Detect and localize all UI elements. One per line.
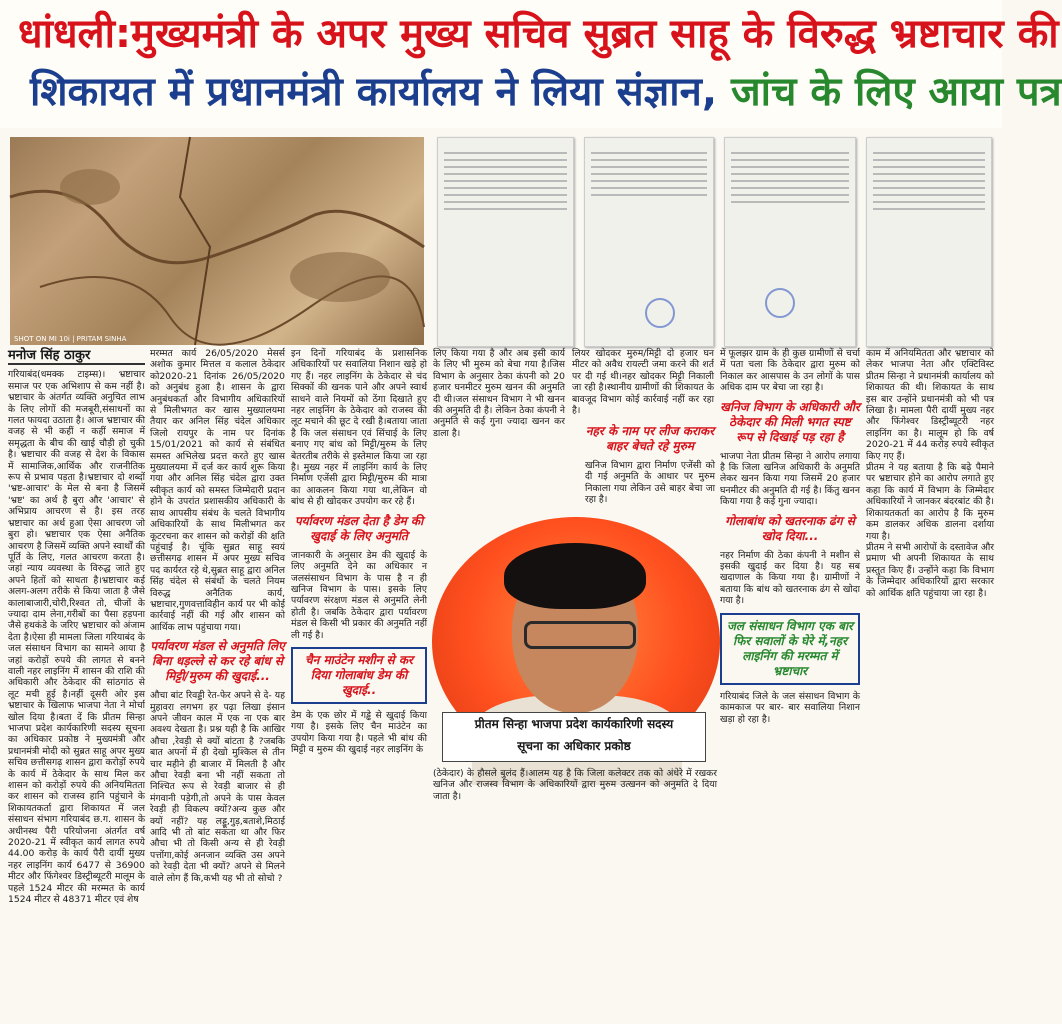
subhead-mining-officer: खनिज विभाग के अधिकारी और ठेकेदार की मिली भगत स्पष्ट रूप से दिखाई पड़ रहा है [720,399,860,444]
headline-line-2-main: शिकायत में प्रधानमंत्री कार्यालय ने लिया संज्ञान, [30,69,718,115]
article-column-1 [8,348,145,1020]
column-6-text: में फूलझर ग्राम के ही कुछ ग्रामीणों से चर्चा में पता चला कि ठेकेदार द्वारा मुरुम को निकाल कर आसपास के उन लोगों के पास अधिक दाम पर बेचा जा रहा है। [720,348,860,394]
column-2-text: मरम्मत कार्य 26/05/2020 मेसर्स अशोक कुमार मित्तल व कलाल ठेकेदार को2020-21 दिनांक 26/05/2020 को अनुबंध हुआ है। शासन के द्वारा अनुबंधकर्ता और विभागीय अधिकारियों से मिलीभगत कर खास मुख्यालयमा तैयार कर अनिल सिंह चंदेल अधिकार जिलो रायपुर के नाम पर दिनांक 15/01/2021 को कार्य से संबंधित समस्त अभिलेख प्रदत्त करते हुए खास मुख्यालयमा में दर्ज कर कार्य शुरू किया गया और अनिल सिंह चंदेल द्वारा उक्त स्वीकृत कार्य को समस्त जिम्मेदारी प्रदान होने के उपरांत प्रशासकीय अधिकारी के साथ आपसीय संबंध के चलते विभागीय अधिकारियों के साथ मिलीभगत कर कूटरचना कर शासन को करोड़ों की क्षति पहुंचाई है। चूंकि सुब्रत साहू स्वयं छत्तीसगढ़ शासन में अपर मुख्य सचिव पद कार्यरत रहे थे,सुब्रत साहू द्वारा अनिल सिंह चंदेल से संबंधों के चलते नियम विरुद्ध अनैतिक कार्य, भ्रष्टाचार,गुणवत्ताविहीन कार्य पर भी कोई कार्रवाई नहीं की गई और शासन को आर्थिक लाभ पहुंचाया गया। [150,348,285,633]
headline [0,0,1062,128]
article-column-6 [720,348,860,1020]
subhead-dam-permission: पर्यावरण मंडल देता है डेम की खुदाई के लिए अनुमति [294,513,424,543]
headline-line-1 [18,6,1059,62]
subhead-canal-lease: नहर के नाम पर लीज कराकर बाहर बेचते रहे मुरुम [585,424,715,453]
hair-shape [504,543,646,609]
column-6c-text: नहर निर्माण की ठेका कंपनी ने मशीन से इसकी खुदाई कर दिया है। यह सब खदाणाल के किया गया है। ग्रामीणों ने बताया कि बांध को खतरनाक ढंग से खोदा गया है। [720,549,860,607]
column-7c-text: प्रीतम ने सभी आरोपों के दस्तावेज और प्रमाण भी अपनी शिकायत के साथ प्रस्तुत किए हैं। उन्होंने कहा कि विभाग के जिम्मेदार अधिकारियों द्वारा सरकार को आर्थिक क्षति पहुंचाया जा रहा है। [866,541,994,599]
subhead-golabandh: गोलाबांध को खतरनाक ढंग से खोद दिया... [725,513,855,543]
article-column-5-lower [585,418,715,518]
subhead-environment-permission: पर्यावरण मंडल से अनुमति लिए बिना धड़ल्ले से कर रहे बांध से मिट्टी/मुरुम की खुदाई... [150,639,285,684]
caption-line-1: प्रीतम सिन्हा भाजपा प्रदेश कार्यकारिणी सदस्य [474,717,674,731]
letter-scan-1 [437,137,574,347]
article-column-2 [150,348,285,1020]
headline-line-1-text: मुख्यमंत्री के अपर मुख्य सचिव सुब्रत साहू के विरुद्ध भ्रष्टाचार की [131,11,1059,57]
subhead-chain-machine: चैन माउंटेन मशीन से कर दिया गोलाबांध डेम की खुदाई.. [291,647,427,704]
column-5b-text: खनिज विभाग द्वारा निर्माण एजेंसी को दी गई अनुमति के आधार पर मुरुम निकाला गया लेकिन उसे बाहर बेचा जा रहा है। [585,460,715,506]
column-1-text: गरियाबंद(धमक्क टाइम्स)। भ्रष्टाचार समाज पर एक अभिशाप से कम नहीं है। भ्रष्टाचार के अंतर्गत व्यक्ति अनुचित लाभ के लिए लोगों की मजबूरी,संसाधनों का गलत फायदा उठाता है। आज भ्रष्टाचार की वजह से भी कहीं न कहीं समाज में समृद्धता के बीच की खाई चौड़ी हो चुकी है। भ्रष्टाचार की वजह से देश के विकास में सामाजिक,आर्थिक और राजनीतिक रूप से प्रभाव पड़ता है।भ्रष्टाचार दो शब्दों 'भ्रष्ट-आचार' के मेल से बना है जिसमें 'भ्रष्ट' का अर्थ है बुरा और 'आचार' से अभिप्राय आचरण से है। इस तरह भ्रष्टाचार का अर्थ हुआ ऐसा आचरण जो बुरा हो। भ्रष्टाचार एक ऐसा अनैतिक आचरण है जिसमें व्यक्ति अपने स्वार्थों की पूर्ति के लिए, गलत आचरण करता है।जहां न्याय व्यवस्था के विरुद्ध जाते हुए अपने हितों को साधता है।भ्रष्टाचार कई अलग-अलग तरीके से किया जाता है जैसे कालाबाजारी,चोरी,रिश्वत तो, चीजों के ज्यादा दाम लेना,गरीबों का पैसा हड़पना जैसे हथकंडे के जरिए भ्रष्टाचार को अंजाम देता है।ऐसा ही मामला जिला गरियाबंद के जल संसाधन विभाग का सामने आया है जहां करोड़ों रुपये की लागत से बनने वाली नहर लाइनिंग में शासन की राशि की अधिकारी और ठेकेदार की सांठगांठ से लूट मची हुई है।नहीं दूसरी ओर इस भ्रष्टाचार के खिलाफ भाजपा नेता ने मोर्चा खोल दिया है।बता दें कि प्रीतम सिन्हा भाजपा प्रदेश कार्यकारिणी सदस्य सूचना का अधिकार प्रकोष्ठ ने मुख्यमंत्री और प्रधानमंत्री मोदी को सुब्रत साहू अपर मुख्य सचिव छत्तीसगढ़ शासन द्वारा करोड़ों रुपये के कार्य में ठेकेदार के साथ मिल कर शासन को करोड़ों रुपये की अनियमितता कर शासन को राजस्व हानि पहुंचाने के शिकायतकर्ता द्वारा शिकायत में जल संसाधन संभाग गरियाबंद छ.ग. शासन के अधीनस्थ पैरी परियोजना अंतर्गत वर्ष 2020-21 में स्वीकृत कार्य लागत रुपये 44.00 करोड़ के कार्य पैरी दायीं मुख्य नहर लाइनिंग कार्य 6477 से 36900 मीटर और फिंगेश्वर डिस्ट्रीब्यूटरी मालूम के पहले 1524 मीटर की मरम्मत के कार्य 1524 मीटर से 48371 मीटर एवं शेष [8,369,145,906]
letter-scan-2 [584,137,714,347]
column-5-text: लियर खोदकर मुरुम/मिट्टी दो हजार घन मीटर को अवैध रायल्टी जमा करने की शर्त पर दी गई थी।नहर खोदकर मिट्टी निकाली जा रही है।स्थानीय ग्रामीणों की शिकायत के बावजूद विभाग कोई कार्रवाई नहीं कर रहा है। [572,348,714,417]
article-column-4 [433,348,565,512]
headline-line-2 [30,64,1062,120]
glasses-icon [524,621,636,649]
article-column-7 [866,348,994,1020]
column-3c-text: डेम के एक छोर में गड्ढे से खुदाई किया गया है। इसके लिए चैन माउंटेन का उपयोग किया गया है। पहले भी बांध की मिट्टी व मुरुम की खुदाई नहर लाइनिंग के [291,709,427,756]
headline-line-2-tail: जांच के लिए आया पत्र [730,69,1062,115]
column-2b-text: औचा बांट रिवड्डी रेत-फेर अपने से दे- यह मुहावरा लगभग हर पढ़ा लिखा इंसान अपने जीवन काल में एक ना एक बार अवश्य देखता है। प्रश्न यही है कि आखिर औचा ,रेवड़ी से क्यों बांटता है ?जबकि बात अपनों में ही देखो मुश्किल से तीन चार महीने ही बाजार में मिलती है और औचा रेवड़ी बना भी नहीं सकता तो निश्चित रूप से रेवड़ी बाजार से ही मंगवानी पड़ेगी,तो अपने के पास केवल रेवड़ी ही विकल्प क्यों?अन्य कुछ और क्यों नहीं? यह लड्डू,गुड़,बताशे,मिठाई आदि भी तो बांट सकता था और फिर औचा भी तो किसी अन्य से ही रेवड़ी पत्तोंगा,कोई अनजान व्यक्ति उस अपने को रेवड़ी देता भी क्यों? अपने से मिलने वाले लोग हैं कि,कभी यह भी तो सोचो ? [150,690,285,884]
byline: मनोज सिंह ठाकुर [8,348,145,365]
letter-scan-3 [724,137,856,347]
subhead-water-resources: जल संसाधन विभाग एक बार फिर सवालों के घेरे में,नहर लाइनिंग की मरम्मत में भ्रष्टाचार [720,613,860,685]
stamp-icon [765,288,795,318]
column-7-text: काम में अनियमितता और भ्रष्टाचार को लेकर भाजपा नेता और एक्टिविस्ट प्रीतम सिन्हा ने प्रधानमंत्री कार्यालय को शिकायत की थी। शिकायत के साथ इस बार उन्होंने प्रधानमंत्री को भी पत्र लिखा है। मामला पैरी दायीं मुख्य नहर और फिंगेश्वर डिस्ट्रीब्यूटरी नहर लाइनिंग का है। मालूम हो कि वर्ष 2020-21 में 44 करोड़ रुपये स्वीकृत किए गए हैं। [866,348,994,462]
photo-credit: SHOT ON MI 10i | PRITAM SINHA [14,335,127,343]
caption-line-2: सूचना का अधिकार प्रकोष्ठ [517,739,631,753]
column-4b-text: (ठेकेदार) के हौसले बुलंद हैं।आलम यह है कि जिला कलेक्टर तक को अंधेरे में रखकर खनिज और राजस्व विभाग के अधिकारियों द्वारा मुरुम उत्खनन को अनुमति दे दिया जाता है। [433,768,717,802]
letter-scan-4 [866,137,992,347]
article-column-3 [291,348,427,1020]
column-3b-text: जानकारी के अनुसार डेम की खुदाई के लिए अनुमति देने का अधिकार न जलसंसाधन विभाग के पास है न ही खनिज विभाग के पास। इसके लिए पर्यावरण संरक्षण मंडल से अनुमति लेनी होती है। जबकि ठेकेदार द्वारा पर्यावरण मंडल से किसी भी प्रकार की अनुमति नहीं ली गई है। [291,549,427,641]
column-6b-text: भाजपा नेता प्रीतम सिन्हा ने आरोप लगाया है कि जिला खनिज अधिकारी के अनुमति लेकर खनन किया गया जिसमें 20 हजार घनमीटर की अनुमति दी गई है। किंतु खनन किया गया है कई गुना ज्यादा। [720,450,860,508]
stamp-icon [645,298,675,328]
column-6d-text: गरियाबंद जिले के जल संसाधन विभाग के कामकाज पर बार- बार सवालिया निशान खड़ा हो रहा है। [720,690,860,725]
portrait-caption [442,712,706,762]
column-7b-text: प्रीतम ने यह बताया है कि बढ़े पैमाने पर भ्रष्टाचार होने का आरोप लगाते हुए कहा कि कार्य में विभाग के जिम्मेदार अधिकारियों ने जानकर बंदरबांट की है। शिकायतकर्ता का आरोप है कि मुरुम कम डालकर अधिक डालना दर्शाया गया है। [866,462,994,542]
headline-lead: धांधली: [18,11,132,57]
canal-photo [10,137,424,345]
cracked-canal-illustration [10,137,424,345]
column-3-text: इन दिनों गरियाबंद के प्रशासनिक अधिकारियों पर सवालिया निशान खड़े हो गए हैं। नहर लाइनिंग के ठेकेदार से चंद सिक्कों की खनक पाने और अपने स्वार्थ साधने वाले नियमों को ठेंगा दिखाते हुए नहर लाइनिंग के ठेकेदार को राजस्व की लूट मचाने की छूट दे रखी है।बताया जाता है कि जल संसाधन एवं सिंचाई के लिए बनाए गए बांध को मिट्टी/मुरुम के लिए बेतरतीब तरीके से इस्तेमाल किया जा रहा है। मुख्य नहर में लाइनिंग कार्य के लिए निर्माण एजेंसी द्वारा मिट्टी/मुरुम की मात्रा का आकलन किया गया था,लेकिन वो बांध से ही खोदकर उपयोग कर रहे हैं। [291,348,427,508]
article-column-4-lower [433,768,717,1018]
column-4-text: लिए किया गया है और अब इसी कार्य के लिए भी मुरुम को बेचा गया है।जिस विभाग के अनुसार ठेका कंपनी को 20 हजार घनमीटर मुरुम खनन की अनुमति दी थी।जल संसाधन विभाग ने भी खनन की अनुमति दी है। लेकिन ठेका कंपनी ने अनुमति से कई गुना ज्यादा खनन कर डाला है। [433,348,565,439]
